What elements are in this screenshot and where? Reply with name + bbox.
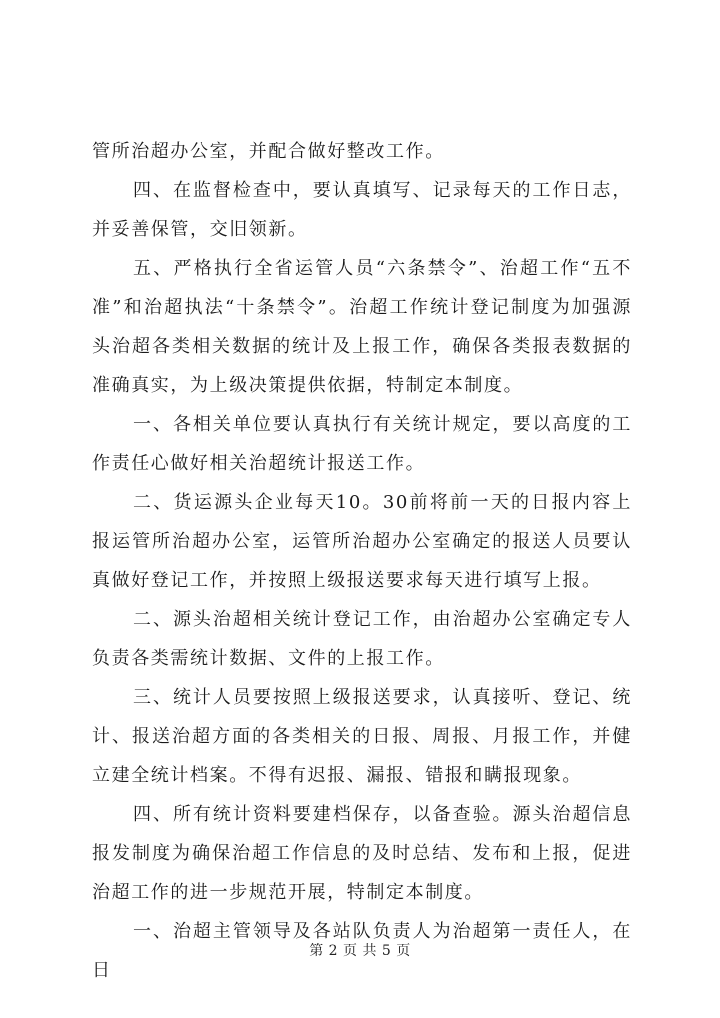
paragraph: 五、严格执行全省运管人员“六条禁令”、治超工作“五不准”和治超执法“十条禁令”。治超工作统计登记制度为加强源头治超各类相关数据的统计及上报工作，确保各类报表数据的准确真实，为上级决策提供依据，特制定本制度。 [92,258,632,396]
document-body [92,132,632,990]
paragraph: 四、在监督检查中，要认真填写、记录每天的工作日志，并妥善保管，交旧领新。 [92,180,632,240]
paragraph: 一、治超主管领导及各站队负责人为治超第一责任人，在日 [92,921,632,981]
page-footer: 第 2 页 共 5 页 [309,943,411,959]
paragraph-continuation: 管所治超办公室，并配合做好整改工作。 [92,141,445,162]
paragraph: 二、货运源头企业每天10。30前将前一天的日报内容上报运管所治超办公室，运管所治超办公室确定的报送人员要认真做好登记工作，并按照上级报送要求每天进行填写上报。 [92,492,632,591]
paragraph: 四、所有统计资料要建档保存，以备查验。源头治超信息报发制度为确保治超工作信息的及时总结、发布和上报，促进治超工作的进一步规范开展，特制定本制度。 [92,804,632,903]
paragraph: 三、统计人员要按照上级报送要求，认真接听、登记、统计、报送治超方面的各类相关的日报、周报、月报工作，并健立建全统计档案。不得有迟报、漏报、错报和瞒报现象。 [92,687,632,786]
paragraph: 一、各相关单位要认真执行有关统计规定，要以高度的工作责任心做好相关治超统计报送工作。 [92,414,632,474]
paragraph: 二、源头治超相关统计登记工作，由治超办公室确定专人负责各类需统计数据、文件的上报工作。 [92,609,632,669]
